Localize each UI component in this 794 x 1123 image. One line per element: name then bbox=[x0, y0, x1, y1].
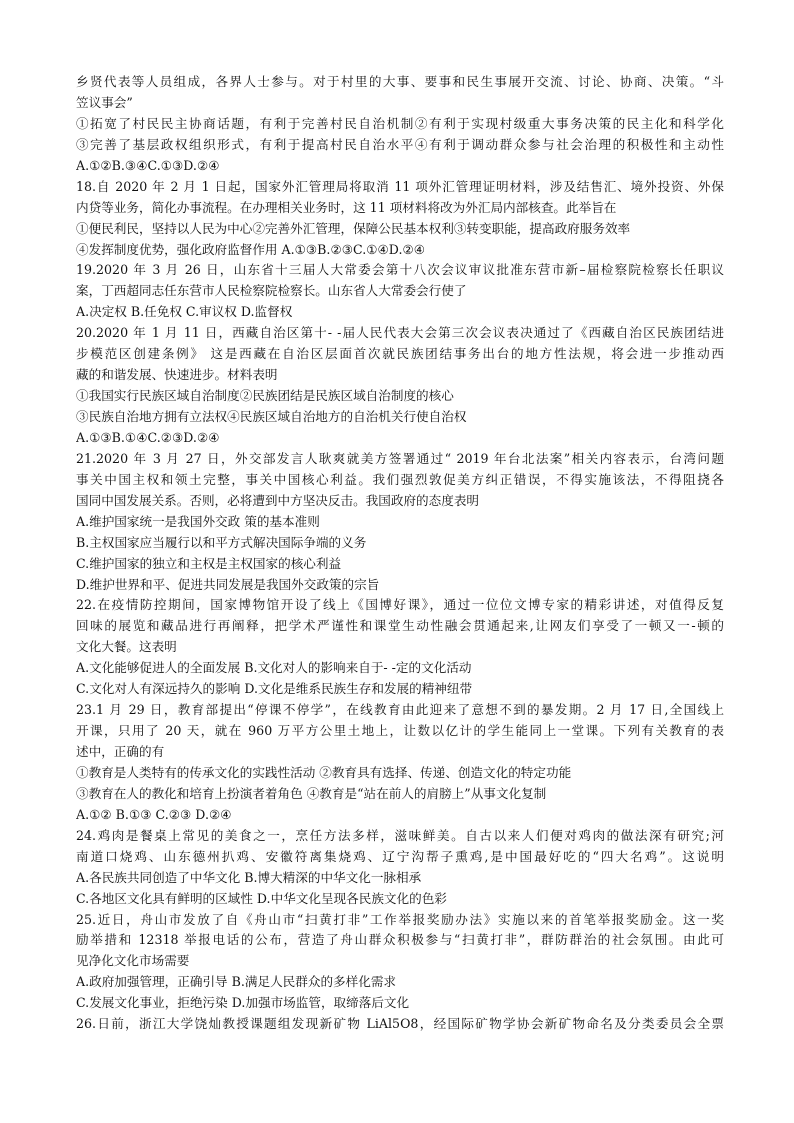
text-line: 励举措和 12318 举报电话的公布，营造了舟山群众积极参与“扫黄打非”，群防群治的社会氛围。由此可 bbox=[76, 932, 724, 948]
option-line: ①便民利民，坚持以人民为中心②完善外汇管理，保障公民基本权利③转变职能，提高政府服务效率 bbox=[76, 220, 631, 236]
option-line: ①拓宽了村民民主协商话题，有利于完善村民自治机制②有利于实现村级重大事务决策的民主化和科学化 bbox=[76, 115, 724, 131]
question-18: 18.自 2020 年 2 月 1 日起，国家外汇管理局将取消 11 项外汇管理证明材料，涉及结售汇、境外投资、外保 bbox=[76, 178, 724, 194]
answer-options-ab: A.政府加强管理，正确引导 B.满足人民群众的多样化需求 bbox=[76, 974, 397, 990]
text-line: 乡贤代表等人员组成，各界人士参与。对于村里的大事、要事和民生事展开交流、讨论、协商、决策。“斗 bbox=[76, 74, 724, 89]
question-22: 22.在疫情防控期间，国家博物馆开设了线上《国博好课》，通过一位位文博专家的精彩讲述，对值得反复 bbox=[76, 597, 724, 613]
text-line: 事关中国主权和领土完整，事关中国核心利益。我们强烈敦促美方纠正错误，不得实施该法，不得阻挠各 bbox=[76, 471, 724, 487]
answer-choices: A.①② B.①③ C.②③ D.②④ bbox=[76, 806, 232, 822]
text-line: 内贷等业务，简化办事流程。在办理相关业务时，这 11 项材料将改为外汇局内部核查。此举旨在 bbox=[76, 199, 617, 215]
question-20: 20.2020 年 1 月 11 日，西藏自治区第十- -届人民代表大会第三次会议表决通过了《西藏自治区民族团结进 bbox=[76, 325, 724, 341]
option-line: ③民族自治地方拥有立法权④民族区域自治地方的自治机关行使自治权 bbox=[76, 409, 467, 424]
text-line: 国同中国发展关系。否则，必将遭到中方坚决反击。我国政府的态度表明 bbox=[76, 492, 479, 508]
answer-option-d: D.维护世界和平、促进共同发展是我国外交政策的宗旨 bbox=[76, 576, 380, 592]
document-page bbox=[76, 72, 724, 1035]
text-line: 述中，正确的有 bbox=[76, 744, 165, 759]
text-line: 步模范区创建条例》 这是西藏在自治区层面首次就民族团结事务出台的地方性法规，将会进一步推动西 bbox=[76, 346, 724, 362]
question-25: 25.近日，舟山市发放了自《舟山市“扫黄打非”工作举报奖励办法》实施以来的首笔举报奖励金。这一奖 bbox=[76, 911, 724, 927]
text-line: 藏的和谐发展、快速进步。材料表明 bbox=[76, 367, 278, 383]
option-line: ④发挥制度优势，强化政府监督作用 A.①③B.②③C.①④D.②④ bbox=[76, 241, 426, 257]
option-line: ①我国实行民族区域自治制度②民族团结是民族区域自治制度的核心 bbox=[76, 388, 454, 404]
option-line: ③完善了基层政权组织形式，有利于提高村民自治水平④有利于调动群众参与社会治理的积极性和主动性 bbox=[76, 136, 724, 152]
question-26: 26.日前，浙江大学饶灿教授课题组发现新矿物 LiAl5O8，经国际矿物学协会新矿物命名及分类委员会全票 bbox=[76, 1016, 724, 1032]
answer-options-cd: C.文化对人有深远持久的影响 D.文化是维系民族生存和发展的精神纽带 bbox=[76, 681, 473, 697]
text-line: 笠议事会” bbox=[76, 94, 133, 110]
text-line: 文化大餐。这表明 bbox=[76, 639, 177, 655]
text-line: 南道口烧鸡、山东德州扒鸡、安徽符离集烧鸡、辽宁沟帮子熏鸡,是中国最好吃的“四大名鸡”。这说明 bbox=[76, 848, 724, 864]
answer-options-cd: C.发展文化事业，拒绝污染 D.加强市场监管，取缔落后文化 bbox=[76, 995, 410, 1011]
answer-option-c: C.维护国家的独立和主权是主权国家的核心利益 bbox=[76, 555, 342, 571]
option-line: ①教育是人类特有的传承文化的实践性活动 ②教育具有选择、传递、创造文化的特定功能 bbox=[76, 764, 572, 780]
text-line: 见净化文化市场需要 bbox=[76, 953, 190, 969]
text-line: 案，丁西超同志任东营市人民检察院检察长。山东省人大常委会行使了 bbox=[76, 283, 467, 299]
answer-options-ab: A.各民族共同创造了中华文化 B.博大精深的中华文化一脉相承 bbox=[76, 869, 422, 885]
answer-choices: A.决定权 B.任免权 C.审议权 D.监督权 bbox=[76, 304, 293, 320]
answer-choices: A.①②B.③④C.①③D.②④ bbox=[76, 157, 220, 173]
answer-options-cd: C.各地区文化具有鲜明的区域性 D.中华文化呈现各民族文化的色彩 bbox=[76, 890, 447, 906]
option-line: ③教育在人的教化和培育上扮演者着角色 ④教育是“站在前人的肩膀上”从事文化复制 bbox=[76, 785, 547, 801]
answer-option-a: A.维护国家统一是我国外交政 策的基本准则 bbox=[76, 513, 320, 529]
answer-options-ab: A.文化能够促进人的全面发展 B.文化对人的影响来自于- -定的文化活动 bbox=[76, 660, 472, 676]
answer-option-b: B.主权国家应当履行以和平方式解决国际争端的义务 bbox=[76, 534, 367, 550]
question-24: 24.鸡肉是餐桌上常见的美食之一，烹任方法多样，滋味鲜美。自古以来人们便对鸡肉的做法深有研究;河 bbox=[76, 827, 724, 843]
text-line: 回味的展览和藏品进行再阐释，把学术严谨性和课堂生动性融会贯通起来,让网友们享受了一顿又一-顿的 bbox=[76, 618, 724, 634]
text-line: 开课，只用了 20 天，就在 960 万平方公里土地上，让数以亿计的学生能同上一堂课。下列有关教育的表 bbox=[76, 723, 724, 739]
question-21: 21.2020 年 3 月 27 日，外交部发言人耿爽就美方签署通过“ 2019 年台北法案”相关内容表示，台湾问题 bbox=[76, 450, 724, 466]
question-23: 23.1 月 29 日，教育部提出“停课不停学”，在线教育由此迎来了意想不到的暴发期。2 月 17 日,全国线上 bbox=[76, 702, 724, 718]
question-19: 19.2020 年 3 月 26 日，山东省十三届人大常委会第十八次会议审议批准东营市新–届检察院检察长任职议 bbox=[76, 262, 724, 278]
answer-choices: A.①③B.①④C.②③D.②④ bbox=[76, 429, 220, 445]
